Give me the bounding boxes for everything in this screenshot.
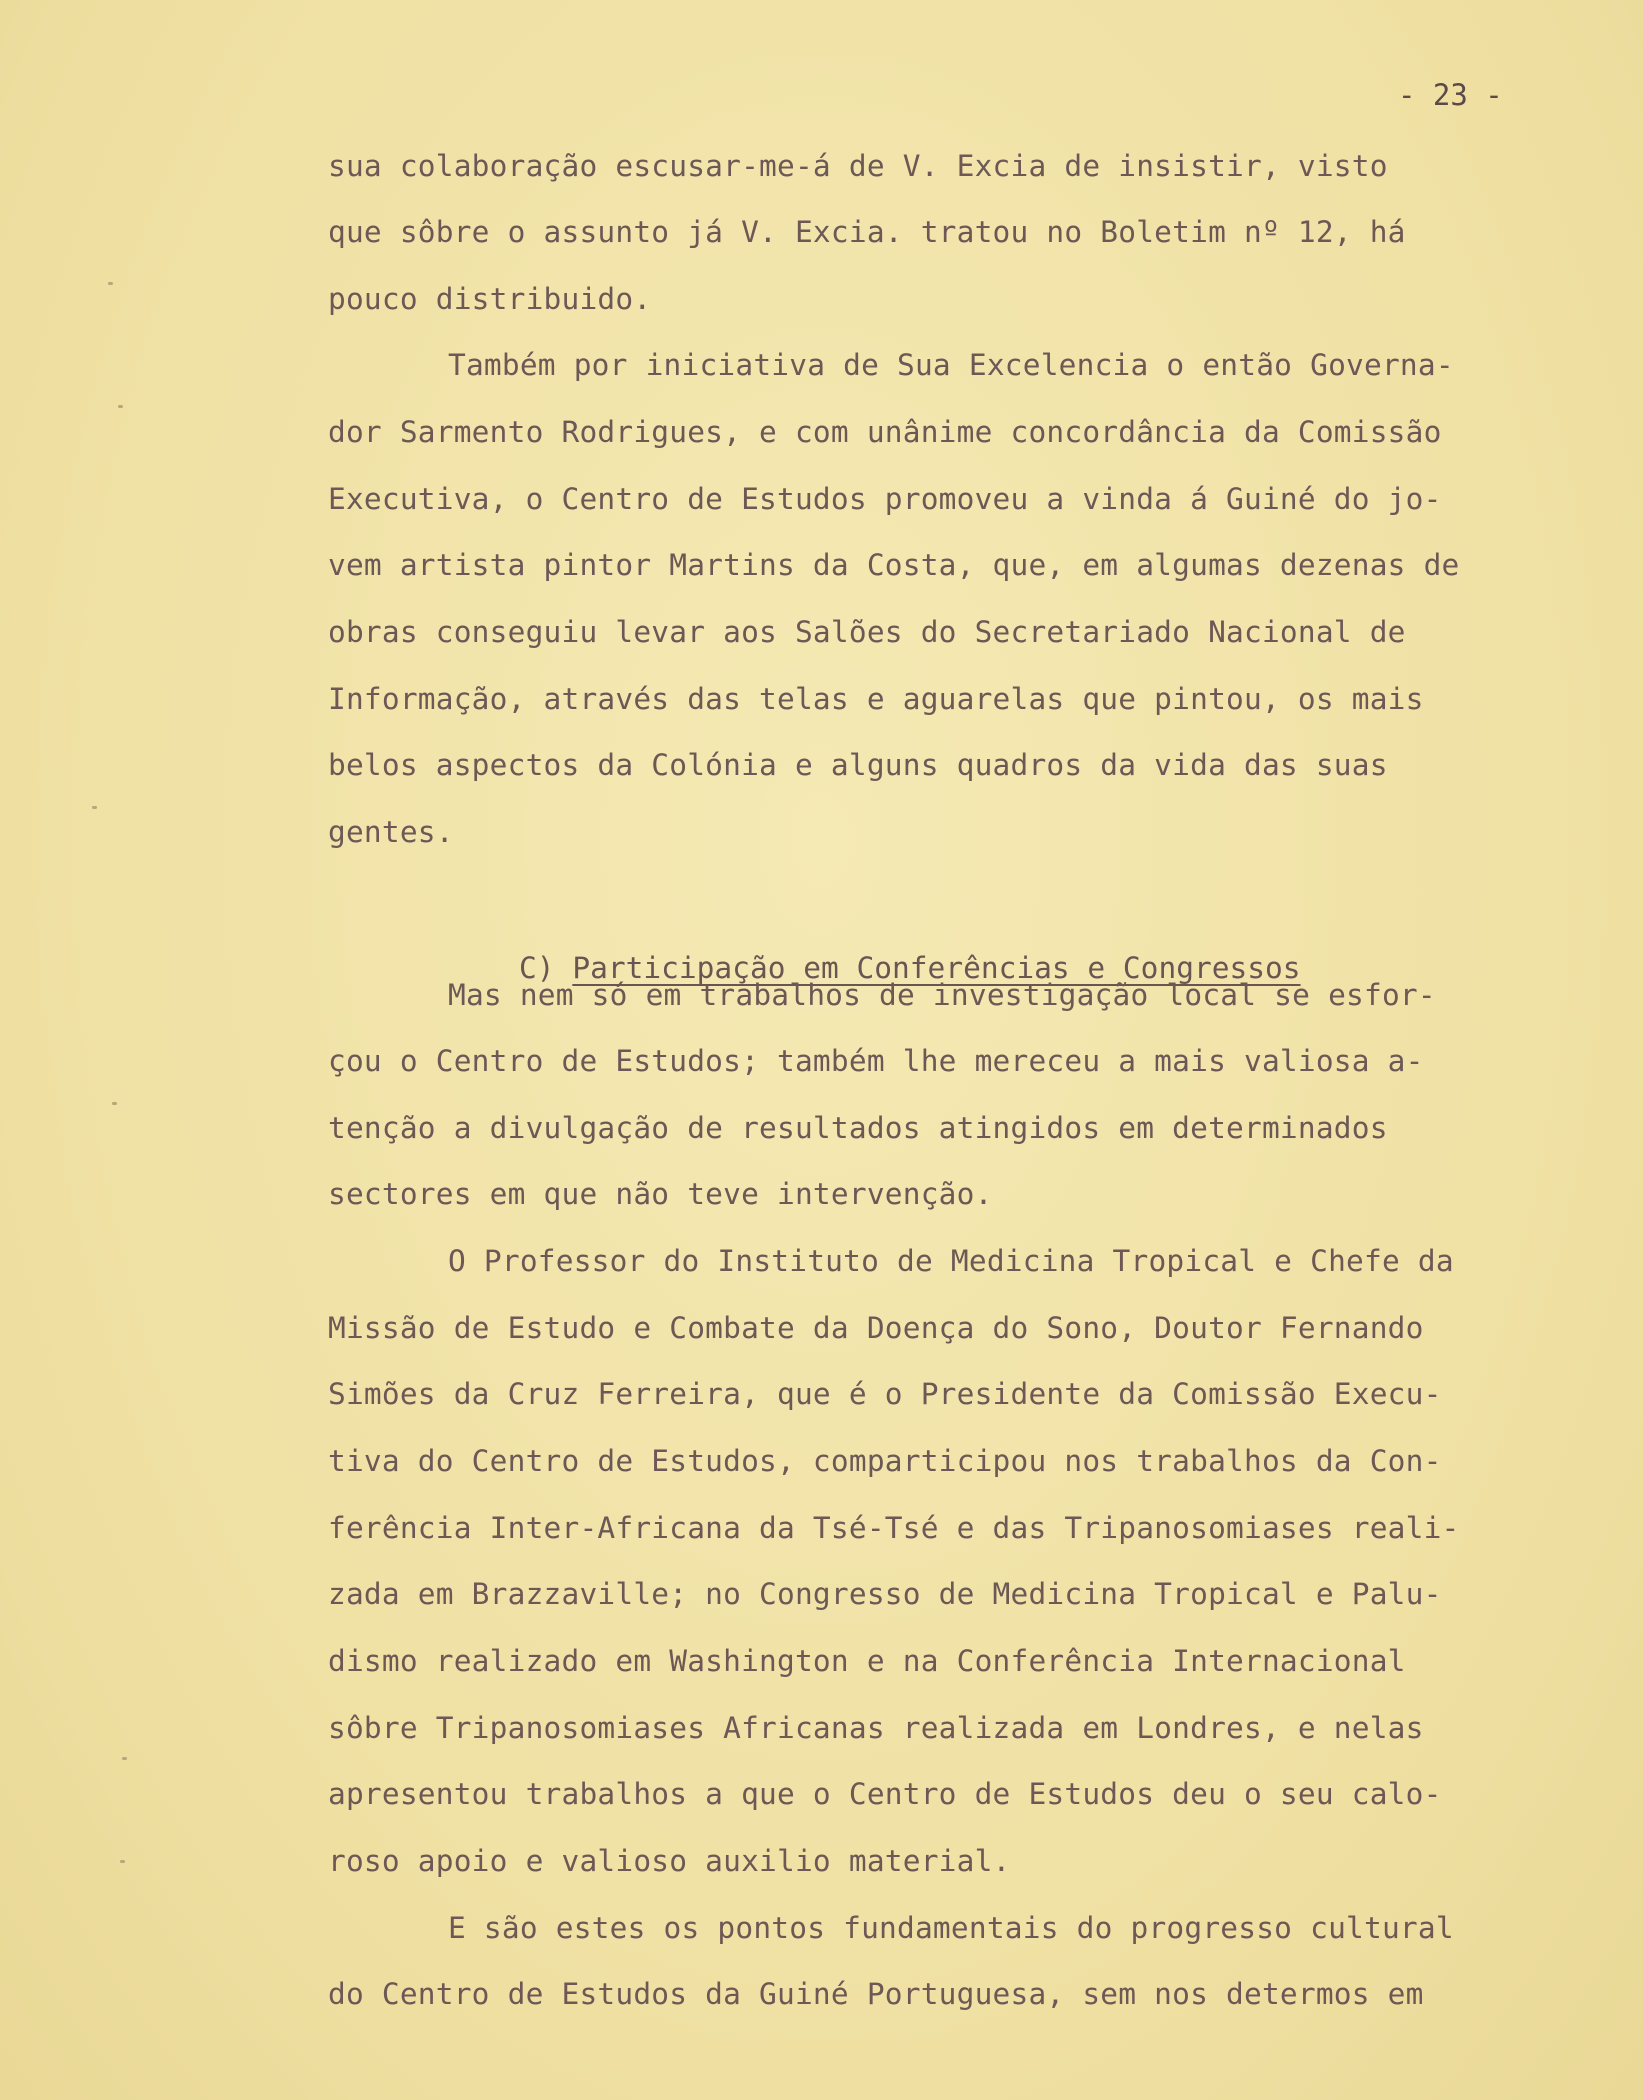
page-number: - 23 -	[1398, 78, 1503, 112]
paper-speck	[122, 1757, 127, 1760]
text-line: dismo realizado em Washington e na Conferência Internacional	[328, 1644, 1406, 1678]
text-line: ferência Inter-Africana da Tsé-Tsé e das Tripanosomiases reali-	[328, 1511, 1460, 1545]
text-line: obras conseguiu levar aos Salões do Secretariado Nacional de	[328, 615, 1406, 649]
text-line: vem artista pintor Martins da Costa, que, em algumas dezenas de	[328, 548, 1460, 582]
paper-speck	[118, 405, 123, 408]
paper-speck	[92, 806, 97, 809]
text-line: belos aspectos da Colónia e alguns quadros da vida das suas	[328, 748, 1388, 782]
text-line: sua colaboração escusar-me-á de V. Excia de insistir, visto	[328, 149, 1388, 183]
text-line: Mas nem só em trabalhos de investigação local se esfor-	[448, 978, 1436, 1012]
text-line: çou o Centro de Estudos; também lhe mereceu a mais valiosa a-	[328, 1044, 1424, 1078]
paper-speck	[120, 1860, 125, 1863]
text-line: tiva do Centro de Estudos, comparticipou nos trabalhos da Con-	[328, 1444, 1442, 1478]
section-heading-prefix: C)	[519, 951, 573, 985]
paper-speck	[108, 282, 113, 285]
text-line: O Professor do Instituto de Medicina Tropical e Chefe da	[448, 1244, 1454, 1278]
text-line: sectores em que não teve intervenção.	[328, 1177, 993, 1211]
text-line: E são estes os pontos fundamentais do progresso cultural	[448, 1911, 1454, 1945]
text-line: zada em Brazzaville; no Congresso de Medicina Tropical e Palu-	[328, 1577, 1442, 1611]
text-line: do Centro de Estudos da Guiné Portuguesa, sem nos determos em	[328, 1977, 1424, 2011]
paper-speck	[112, 1102, 117, 1105]
text-line: que sôbre o assunto já V. Excia. tratou no Boletim nº 12, há	[328, 215, 1406, 249]
text-line: sôbre Tripanosomiases Africanas realizada em Londres, e nelas	[328, 1711, 1424, 1745]
text-line: Missão de Estudo e Combate da Doença do Sono, Doutor Fernando	[328, 1311, 1424, 1345]
text-line: Simões da Cruz Ferreira, que é o Presidente da Comissão Execu-	[328, 1377, 1442, 1411]
section-heading-title: Participação em Conferências e Congressos	[572, 951, 1301, 985]
text-line: Também por iniciativa de Sua Excelencia o então Governa-	[448, 348, 1454, 382]
text-line: Executiva, o Centro de Estudos promoveu a vinda á Guiné do jo-	[328, 482, 1442, 516]
text-line: tenção a divulgação de resultados atingidos em determinados	[328, 1111, 1388, 1145]
text-line: dor Sarmento Rodrigues, e com unânime concordância da Comissão	[328, 415, 1442, 449]
text-line: Informação, através das telas e aguarelas que pintou, os mais	[328, 682, 1424, 716]
text-line: roso apoio e valioso auxilio material.	[328, 1844, 1011, 1878]
text-line: pouco distribuido.	[328, 282, 652, 316]
text-line: apresentou trabalhos a que o Centro de Estudos deu o seu calo-	[328, 1777, 1442, 1811]
text-line: gentes.	[328, 815, 454, 849]
